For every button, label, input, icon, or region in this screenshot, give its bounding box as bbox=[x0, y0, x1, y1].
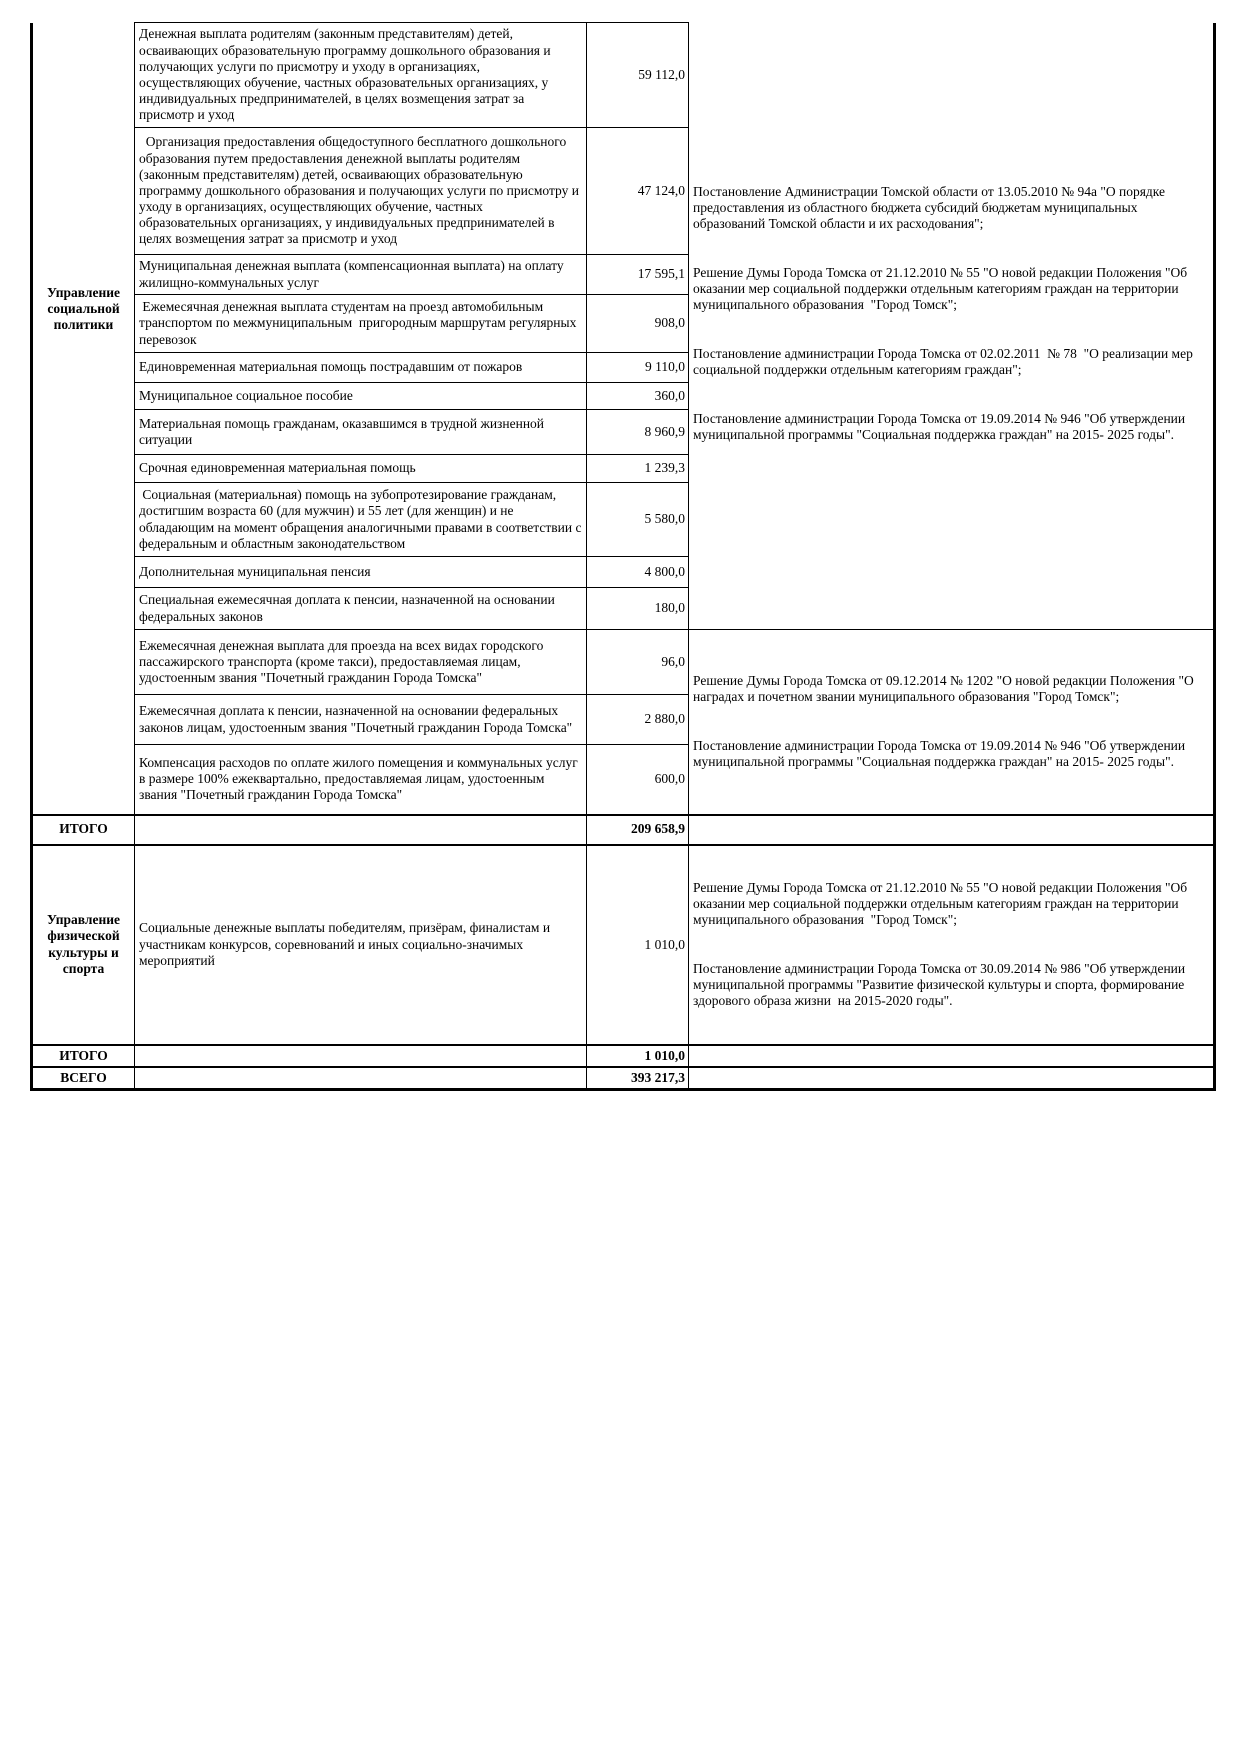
legal-basis-item: Постановление Администрации Томской области от 13.05.2010 № 94а "О порядке предоставления из областного бюджета субсидий бюджетам муниципальных образований Томской области и их расходования"; bbox=[693, 183, 1169, 232]
legal-basis-item: Постановление администрации Города Томска от 02.02.2011 № 78 "О реализации мер социальной поддержки отдельным категориям граждан"; bbox=[693, 345, 1197, 377]
payment-description-cell: Денежная выплата родителям (законным представителям) детей, осваивающих образовательную программу дошкольного образования и получающих услуги по присмотру и уходу в организациях, осуществляющих обучение, частных образовательных организациях, у индивидуальных предпринимателей, в целях возмещения затрат за присмотр и уход bbox=[135, 23, 587, 128]
empty-cell bbox=[135, 1067, 587, 1090]
amount-cell: 600,0 bbox=[587, 745, 689, 815]
legal-basis-item: Решение Думы Города Томска от 21.12.2010 № 55 "О новой редакции Положения "Об оказании мер социальной поддержки отдельным категориям граждан на территории муниципального образования "Город Томск"; bbox=[693, 879, 1191, 928]
amount-cell: 5 580,0 bbox=[587, 483, 689, 557]
payment-description-cell: Материальная помощь гражданам, оказавшимся в трудной жизненной ситуации bbox=[135, 410, 587, 455]
amount-cell: 360,0 bbox=[587, 383, 689, 410]
department-social-cell: Управление социальной политики bbox=[32, 23, 135, 815]
amount-cell: 17 595,1 bbox=[587, 255, 689, 295]
legal-basis-cell bbox=[689, 845, 1215, 1045]
legal-basis-item: Решение Думы Города Томска от 09.12.2014 № 1202 "О новой редакции Положения "О наградах и почетном звании муниципального образования "Город Томск"; bbox=[693, 673, 1198, 705]
table-row bbox=[32, 845, 1215, 1045]
payment-description-cell: Дополнительная муниципальная пенсия bbox=[135, 557, 587, 588]
payment-description-cell: Ежемесячная денежная выплата для проезда на всех видах городского пассажирского транспорта (кроме такси), предоставляемая лицам, удостоенным звания "Почетный гражданин Города Томска" bbox=[135, 630, 587, 695]
payment-description-cell: Организация предоставления общедоступного бесплатного дошкольного образования путем предоставления денежной выплаты родителям (законным представителям) детей, осваивающих образовательную программу дошкольного образования и получающих услуги по присмотру и уходу в организациях, осуществляющих обучение, частных образовательных организациях, у индивидуальных предпринимателей в целях возмещения затрат за присмотр и уход bbox=[135, 128, 587, 255]
payment-description-cell: Специальная ежемесячная доплата к пенсии, назначенной на основании федеральных законов bbox=[135, 588, 587, 630]
payment-description-cell: Срочная единовременная материальная помощь bbox=[135, 455, 587, 483]
payment-description-cell: Единовременная материальная помощь пострадавшим от пожаров bbox=[135, 353, 587, 383]
empty-cell bbox=[135, 1045, 587, 1067]
amount-cell: 9 110,0 bbox=[587, 353, 689, 383]
grand-total-amount-cell: 393 217,3 bbox=[587, 1067, 689, 1090]
subtotal-amount-cell: 209 658,9 bbox=[587, 815, 689, 845]
legal-basis-item: Постановление администрации Города Томска от 19.09.2014 № 946 "Об утверждении муниципальной программы "Социальная поддержка граждан" на 2015- 2025 годы". bbox=[693, 737, 1189, 770]
payment-description-cell: Ежемесячная доплата к пенсии, назначенной на основании федеральных законов лицам, удостоенным звания "Почетный гражданин Города Томска" bbox=[135, 695, 587, 745]
amount-cell: 2 880,0 bbox=[587, 695, 689, 745]
amount-cell: 8 960,9 bbox=[587, 410, 689, 455]
subtotal-row-sport bbox=[32, 1045, 1215, 1067]
legal-basis-item: Постановление администрации Города Томска от 30.09.2014 № 986 "Об утверждении муниципальной программы "Развитие физической культуры и спорта, формирование здорового образа жизни на 2015-2020 годы". bbox=[693, 960, 1189, 1009]
amount-cell: 47 124,0 bbox=[587, 128, 689, 255]
payment-description-cell: Социальные денежные выплаты победителям, призёрам, финалистам и участникам конкурсов, соревнований и иных социально-значимых мероприятий bbox=[135, 845, 587, 1045]
subtotal-row-social bbox=[32, 815, 1215, 845]
grand-total-label: ВСЕГО bbox=[32, 1067, 135, 1090]
grand-total-row bbox=[32, 1067, 1215, 1090]
amount-cell: 59 112,0 bbox=[587, 23, 689, 128]
amount-cell: 1 010,0 bbox=[587, 845, 689, 1045]
legal-basis-item: Постановление администрации Города Томска от 19.09.2014 № 946 "Об утверждении муниципальной программы "Социальная поддержка граждан" на 2015- 2025 годы". bbox=[693, 410, 1189, 442]
subtotal-amount-cell: 1 010,0 bbox=[587, 1045, 689, 1067]
amount-cell: 1 239,3 bbox=[587, 455, 689, 483]
department-sport-cell: Управление физической культуры и спорта bbox=[32, 845, 135, 1045]
legal-basis-cell bbox=[689, 630, 1215, 815]
empty-cell bbox=[689, 1045, 1215, 1067]
empty-cell bbox=[689, 1067, 1215, 1090]
amount-cell: 96,0 bbox=[587, 630, 689, 695]
subtotal-label: ИТОГО bbox=[32, 1045, 135, 1067]
payment-description-cell: Социальная (материальная) помощь на зубопротезирование гражданам, достигшим возраста 60 (для мужчин) и 55 лет (для женщин) и не обладающим на момент обращения аналогичными правами в соответствии с федеральным и областным законодательством bbox=[135, 483, 587, 557]
legal-basis-item: Решение Думы Города Томска от 21.12.2010 № 55 "О новой редакции Положения "Об оказании мер социальной поддержки отдельным категориям граждан на территории муниципального образования "Город Томск"; bbox=[693, 264, 1191, 313]
payments-table bbox=[30, 22, 1216, 1091]
table-row bbox=[32, 630, 1215, 695]
legal-basis-cell bbox=[689, 23, 1215, 630]
payment-description-cell: Ежемесячная денежная выплата студентам на проезд автомобильным транспортом по межмуниципальным пригородным маршрутам регулярных перевозок bbox=[135, 295, 587, 353]
payment-description-cell: Муниципальная денежная выплата (компенсационная выплата) на оплату жилищно-коммунальных услуг bbox=[135, 255, 587, 295]
empty-cell bbox=[135, 815, 587, 845]
table-row bbox=[32, 23, 1215, 128]
amount-cell: 180,0 bbox=[587, 588, 689, 630]
empty-cell bbox=[689, 815, 1215, 845]
payment-description-cell: Компенсация расходов по оплате жилого помещения и коммунальных услуг в размере 100% ежеквартально, предоставляемая лицам, удостоенным звания "Почетный гражданин Города Томска" bbox=[135, 745, 587, 815]
amount-cell: 4 800,0 bbox=[587, 557, 689, 588]
payment-description-cell: Муниципальное социальное пособие bbox=[135, 383, 587, 410]
amount-cell: 908,0 bbox=[587, 295, 689, 353]
subtotal-label: ИТОГО bbox=[32, 815, 135, 845]
